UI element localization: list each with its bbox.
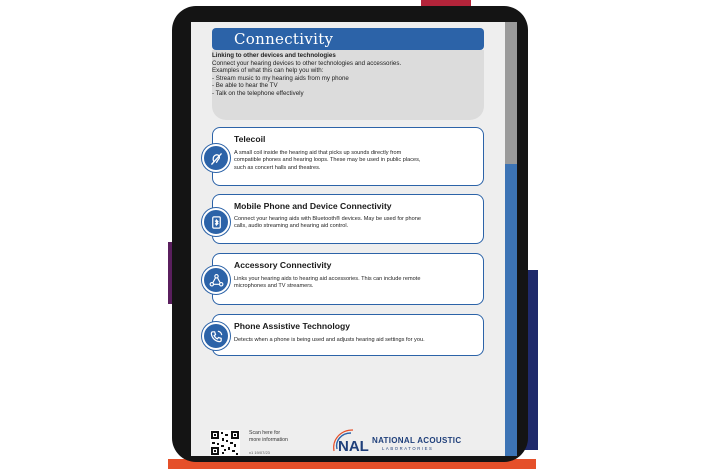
- card-telecoil[interactable]: [212, 127, 484, 186]
- card-body: [234, 337, 474, 344]
- intro-example: - Talk on the telephone effectively: [212, 89, 304, 97]
- org-subname: LABORATORIES: [382, 446, 434, 451]
- scan-line: Scan here for: [249, 430, 281, 436]
- qr-code-icon[interactable]: [210, 430, 240, 456]
- card-body-line: such as concert halls and theatres.: [234, 164, 321, 171]
- bluetooth-phone-icon: [202, 208, 230, 236]
- card-body: [234, 216, 474, 231]
- card-phone-assistive[interactable]: [212, 314, 484, 356]
- nal-logo: [331, 427, 371, 455]
- svg-text:NAL: NAL: [338, 438, 369, 455]
- scan-line: more information: [249, 436, 288, 443]
- intro-text: [212, 52, 401, 98]
- org-name: NATIONAL ACOUSTIC: [372, 436, 462, 445]
- page-title-bar: [212, 28, 484, 50]
- intro-examples-label: Examples of what this can help you with:: [212, 67, 324, 75]
- card-body-line: A small coil inside the hearing aid that picks up sounds directly from: [234, 150, 402, 156]
- intro-example: - Be able to hear the TV: [212, 82, 278, 90]
- card-body: [234, 150, 474, 172]
- card-title: Accessory Connectivity: [234, 260, 332, 270]
- card-body-line: Links your hearing aids to hearing aid accessories. This can include remote: [234, 276, 421, 282]
- intro-subheading: Connect your hearing devices to other technologies and accessories.: [212, 59, 402, 67]
- card-body-line: Detects when a phone is being used and adjusts hearing aid settings for you.: [234, 337, 425, 343]
- network-icon: [202, 266, 230, 294]
- card-mobile-phone[interactable]: [212, 194, 484, 244]
- document-side-strip: [505, 22, 517, 164]
- card-body: [234, 276, 474, 291]
- card-body-line: Connect your hearing aids with Bluetooth® devices. May be used for phone: [234, 216, 421, 222]
- card-title: Telecoil: [234, 134, 266, 144]
- hearing-loop-icon: [202, 144, 230, 172]
- intro-example: - Stream music to my hearing aids from my phone: [212, 74, 349, 82]
- tablet-screen: [191, 22, 505, 456]
- phone-ring-icon: [202, 322, 230, 350]
- scan-prompt: [249, 430, 288, 443]
- card-body-line: microphones and TV streamers.: [234, 283, 314, 290]
- card-title: Phone Assistive Technology: [234, 321, 351, 331]
- intro-heading: Linking to other devices and technologies: [212, 52, 336, 59]
- page-title: Connectivity: [234, 30, 334, 48]
- card-title: Mobile Phone and Device Connectivity: [234, 201, 392, 211]
- card-body-line: calls, audio streaming and hearing aid control.: [234, 223, 349, 230]
- document-side-strip-blue: [505, 164, 517, 456]
- card-accessory-connectivity[interactable]: [212, 253, 484, 305]
- document-version: v1 19/07/23: [249, 450, 270, 455]
- card-body-line: compatible phones and hearing loops. These may be used in public places,: [234, 157, 421, 164]
